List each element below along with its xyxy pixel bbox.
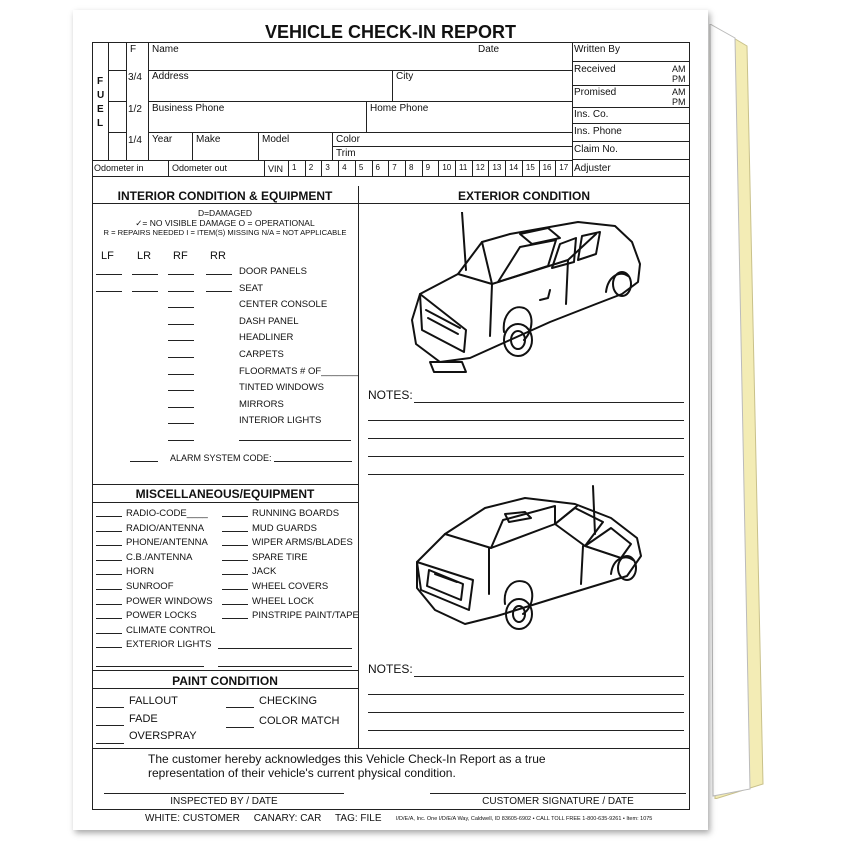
address-field[interactable]: Address bbox=[152, 71, 189, 82]
promised-pm[interactable]: PM bbox=[672, 97, 686, 107]
car-front-diagram[interactable] bbox=[400, 212, 655, 382]
interior-item-label: HEADLINER bbox=[239, 332, 294, 344]
notes-line[interactable] bbox=[368, 456, 684, 457]
misc-item-label: WHEEL LOCK bbox=[252, 595, 314, 607]
interior-item-label: DOOR PANELS bbox=[239, 266, 307, 277]
vin-digit-box[interactable]: 14 bbox=[505, 160, 522, 176]
vin-digit-box[interactable]: 7 bbox=[388, 160, 405, 176]
claim-no-field[interactable]: Claim No. bbox=[574, 144, 618, 155]
interior-check-blank[interactable] bbox=[206, 291, 232, 292]
misc-item-label: RADIO/ANTENNA bbox=[126, 522, 205, 534]
adjuster-field[interactable]: Adjuster bbox=[574, 163, 611, 174]
fine-print: I/D/E/A, Inc. One I/D/E/A Way, Caldwell, ID 83605-6902 • CALL TOLL FREE 1-800-635-9261 • Item: 1075 bbox=[396, 816, 653, 822]
misc-item-label: MUD GUARDS bbox=[252, 522, 317, 534]
interior-item-label: DASH PANEL bbox=[239, 315, 299, 327]
paint-overspray: OVERSPRAY bbox=[129, 730, 197, 742]
paint-fallout: FALLOUT bbox=[129, 695, 178, 707]
vin-label: VIN bbox=[268, 164, 284, 174]
misc-check-blank[interactable] bbox=[96, 516, 122, 517]
interior-extra-line[interactable] bbox=[168, 440, 194, 441]
misc-item-label: SPARE TIRE bbox=[252, 551, 308, 563]
notes-line[interactable] bbox=[368, 438, 684, 439]
interior-checklist bbox=[92, 262, 358, 452]
misc-item-label: HORN bbox=[126, 566, 154, 578]
misc-check-blank[interactable] bbox=[222, 531, 248, 532]
exterior-notes-label-1: NOTES: bbox=[368, 388, 413, 402]
inspected-signature-line[interactable] bbox=[104, 793, 344, 794]
fuel-level-half[interactable]: 1/2 bbox=[128, 104, 142, 115]
misc-check-blank[interactable] bbox=[96, 633, 122, 634]
paint-blank[interactable] bbox=[96, 725, 124, 726]
interior-section-title: INTERIOR CONDITION & EQUIPMENT bbox=[117, 189, 333, 203]
misc-item-label: PHONE/ANTENNA bbox=[126, 537, 208, 549]
vin-digit-box[interactable]: 2 bbox=[305, 160, 322, 176]
interior-extra-line[interactable] bbox=[239, 440, 351, 441]
acknowledgement-text: The customer hereby acknowledges this Vehicle Check-In Report as a true representation of their vehicle's current physical condition. bbox=[148, 752, 546, 780]
misc-item-label: CLIMATE CONTROL bbox=[126, 624, 216, 636]
misc-check-blank[interactable] bbox=[222, 574, 248, 575]
misc-extra-line[interactable] bbox=[218, 666, 352, 667]
car-rear-diagram[interactable] bbox=[405, 484, 655, 644]
interior-check-blank[interactable] bbox=[168, 307, 194, 308]
interior-check-blank[interactable] bbox=[168, 357, 194, 358]
misc-section-title: MISCELLANEOUS/EQUIPMENT bbox=[135, 487, 315, 501]
interior-item-label: FLOORMATS # OF_______ bbox=[239, 365, 359, 377]
misc-check-blank[interactable] bbox=[96, 618, 122, 619]
notes-line[interactable] bbox=[368, 694, 684, 695]
vin-digit-box[interactable]: 11 bbox=[455, 160, 472, 176]
misc-item-label: POWER WINDOWS bbox=[126, 595, 213, 607]
vin-digit-box[interactable]: 5 bbox=[355, 160, 372, 176]
written-by-field[interactable]: Written By bbox=[574, 44, 620, 55]
vin-digit-box[interactable]: 6 bbox=[372, 160, 389, 176]
misc-right-list bbox=[218, 506, 358, 666]
fuel-letter: E bbox=[97, 104, 104, 115]
name-field[interactable]: Name bbox=[152, 44, 179, 55]
customer-signature-label: CUSTOMER SIGNATURE / DATE bbox=[482, 796, 634, 807]
interior-check-blank[interactable] bbox=[132, 291, 158, 292]
make-field[interactable]: Make bbox=[196, 134, 221, 145]
fuel-level-quarter[interactable]: 1/4 bbox=[128, 135, 142, 146]
fuel-letter: F bbox=[97, 76, 104, 87]
vin-digit-box[interactable]: 16 bbox=[539, 160, 556, 176]
misc-check-blank[interactable] bbox=[96, 545, 122, 546]
misc-check-blank[interactable] bbox=[222, 589, 248, 590]
interior-check-blank[interactable] bbox=[168, 324, 194, 325]
inspected-by-label: INSPECTED BY / DATE bbox=[170, 796, 278, 807]
fuel-level-full[interactable]: F bbox=[130, 44, 137, 55]
misc-item-label: WHEEL COVERS bbox=[252, 581, 329, 592]
canary-copy-edge bbox=[705, 24, 765, 799]
customer-signature-line[interactable] bbox=[430, 793, 686, 794]
interior-check-blank[interactable] bbox=[168, 390, 194, 391]
paint-checking: CHECKING bbox=[259, 695, 318, 707]
misc-check-blank[interactable] bbox=[222, 545, 248, 546]
received-am[interactable]: AM bbox=[672, 64, 686, 74]
city-field[interactable]: City bbox=[396, 71, 414, 82]
vin-digit-box[interactable]: 17 bbox=[555, 160, 572, 176]
column-rr: RR bbox=[210, 250, 226, 262]
vin-digit-box[interactable]: 15 bbox=[522, 160, 539, 176]
ins-phone-field[interactable]: Ins. Phone bbox=[574, 126, 622, 137]
misc-check-blank[interactable] bbox=[96, 647, 122, 648]
interior-check-blank[interactable] bbox=[168, 340, 194, 341]
interior-check-blank[interactable] bbox=[168, 274, 194, 275]
received-field[interactable]: Received bbox=[574, 64, 616, 75]
column-lr: LR bbox=[137, 250, 152, 262]
misc-extra-line[interactable] bbox=[96, 666, 204, 667]
misc-check-blank[interactable] bbox=[222, 604, 248, 605]
promised-am[interactable]: AM bbox=[672, 87, 686, 97]
received-pm[interactable]: PM bbox=[672, 74, 686, 84]
exterior-notes-label-2: NOTES: bbox=[368, 662, 413, 676]
interior-check-blank[interactable] bbox=[168, 374, 194, 375]
misc-item-label: SUNROOF bbox=[126, 581, 174, 592]
form-title: VEHICLE CHECK-IN REPORT bbox=[264, 22, 516, 42]
paint-blank[interactable] bbox=[226, 707, 254, 708]
business-phone-field[interactable]: Business Phone bbox=[152, 103, 225, 114]
interior-check-blank[interactable] bbox=[168, 291, 194, 292]
misc-item-label: WIPER ARMS/BLADES bbox=[252, 537, 353, 549]
column-rf: RF bbox=[173, 250, 188, 262]
notes-line[interactable] bbox=[368, 474, 684, 475]
paint-blank[interactable] bbox=[96, 707, 124, 708]
misc-check-blank[interactable] bbox=[96, 574, 122, 575]
notes-line[interactable] bbox=[368, 420, 684, 421]
fuel-letter: U bbox=[97, 90, 105, 101]
interior-item-label: INTERIOR LIGHTS bbox=[239, 415, 322, 427]
notes-line[interactable] bbox=[414, 402, 684, 403]
misc-item-label: JACK bbox=[252, 566, 277, 578]
paint-blank[interactable] bbox=[226, 727, 254, 728]
vin-digit-box[interactable]: 4 bbox=[338, 160, 355, 176]
trim-field[interactable]: Trim bbox=[336, 148, 356, 159]
interior-item-label: MIRRORS bbox=[239, 398, 284, 410]
vin-digit-boxes[interactable] bbox=[288, 160, 572, 176]
interior-check-blank[interactable] bbox=[206, 274, 232, 275]
interior-legend: D=DAMAGED ✓= NO VISIBLE DAMAGE O = OPERATIONAL R = REPAIRS NEEDED I = ITEM(S) MISSING N/A = NOT APPLICABLE bbox=[103, 208, 347, 237]
alarm-code-blank[interactable] bbox=[130, 461, 158, 462]
notes-line[interactable] bbox=[414, 676, 684, 677]
misc-check-blank[interactable] bbox=[222, 618, 248, 619]
fuel-letter: L bbox=[97, 118, 104, 129]
fuel-level-three-quarter[interactable]: 3/4 bbox=[128, 72, 142, 83]
model-field[interactable]: Model bbox=[262, 134, 290, 145]
misc-check-blank[interactable] bbox=[222, 560, 248, 561]
notes-line[interactable] bbox=[368, 712, 684, 713]
exterior-section-title: EXTERIOR CONDITION bbox=[457, 189, 590, 203]
vin-digit-box[interactable]: 9 bbox=[422, 160, 439, 176]
paint-color-match: COLOR MATCH bbox=[259, 715, 340, 727]
alarm-code-label: ALARM SYSTEM CODE: bbox=[170, 453, 272, 463]
misc-item-label: RUNNING BOARDS bbox=[252, 508, 340, 519]
interior-item-label: SEAT bbox=[239, 282, 264, 294]
odometer-out-field[interactable]: Odometer out bbox=[172, 163, 228, 173]
misc-check-blank[interactable] bbox=[96, 604, 122, 605]
paint-blank[interactable] bbox=[96, 743, 124, 744]
odometer-in-field[interactable]: Odometer in bbox=[94, 163, 144, 173]
misc-item-label: EXTERIOR LIGHTS bbox=[126, 639, 212, 651]
vin-digit-box[interactable]: 13 bbox=[488, 160, 505, 176]
interior-check-blank[interactable] bbox=[168, 407, 194, 408]
date-field[interactable]: Date bbox=[478, 44, 500, 55]
interior-check-blank[interactable] bbox=[96, 291, 122, 292]
interior-check-blank[interactable] bbox=[132, 274, 158, 275]
ins-co-field[interactable]: Ins. Co. bbox=[574, 109, 609, 120]
misc-item-label: C.B./ANTENNA bbox=[126, 551, 193, 563]
vin-digit-box[interactable]: 3 bbox=[321, 160, 338, 176]
column-lf: LF bbox=[101, 250, 114, 262]
misc-check-blank[interactable] bbox=[96, 531, 122, 532]
misc-left-list bbox=[92, 506, 222, 666]
interior-item-label: CENTER CONSOLE bbox=[239, 299, 328, 311]
misc-item-label: RADIO-CODE____ bbox=[126, 508, 208, 519]
home-phone-field[interactable]: Home Phone bbox=[370, 103, 429, 114]
color-field[interactable]: Color bbox=[336, 134, 360, 145]
alarm-code-line[interactable] bbox=[274, 461, 352, 462]
paint-fade: FADE bbox=[129, 713, 158, 725]
misc-check-blank[interactable] bbox=[96, 589, 122, 590]
promised-field[interactable]: Promised bbox=[574, 87, 617, 98]
paint-section-title: PAINT CONDITION bbox=[172, 674, 278, 688]
year-field[interactable]: Year bbox=[152, 134, 173, 145]
vin-digit-box[interactable]: 10 bbox=[438, 160, 455, 176]
interior-item-label: TINTED WINDOWS bbox=[239, 382, 324, 394]
interior-check-blank[interactable] bbox=[168, 423, 194, 424]
copy-distribution: WHITE: CUSTOMER CANARY: CAR TAG: FILE bbox=[145, 813, 382, 824]
misc-item-label: PINSTRIPE PAINT/TAPE bbox=[252, 610, 359, 622]
misc-check-blank[interactable] bbox=[222, 516, 248, 517]
notes-line[interactable] bbox=[368, 730, 684, 731]
misc-extra-line[interactable] bbox=[218, 648, 352, 649]
misc-check-blank[interactable] bbox=[96, 560, 122, 561]
interior-check-blank[interactable] bbox=[96, 274, 122, 275]
vin-digit-box[interactable]: 1 bbox=[288, 160, 305, 176]
misc-item-label: POWER LOCKS bbox=[126, 610, 197, 622]
vin-digit-box[interactable]: 12 bbox=[472, 160, 489, 176]
interior-item-label: CARPETS bbox=[239, 349, 284, 360]
vin-digit-box[interactable]: 8 bbox=[405, 160, 422, 176]
